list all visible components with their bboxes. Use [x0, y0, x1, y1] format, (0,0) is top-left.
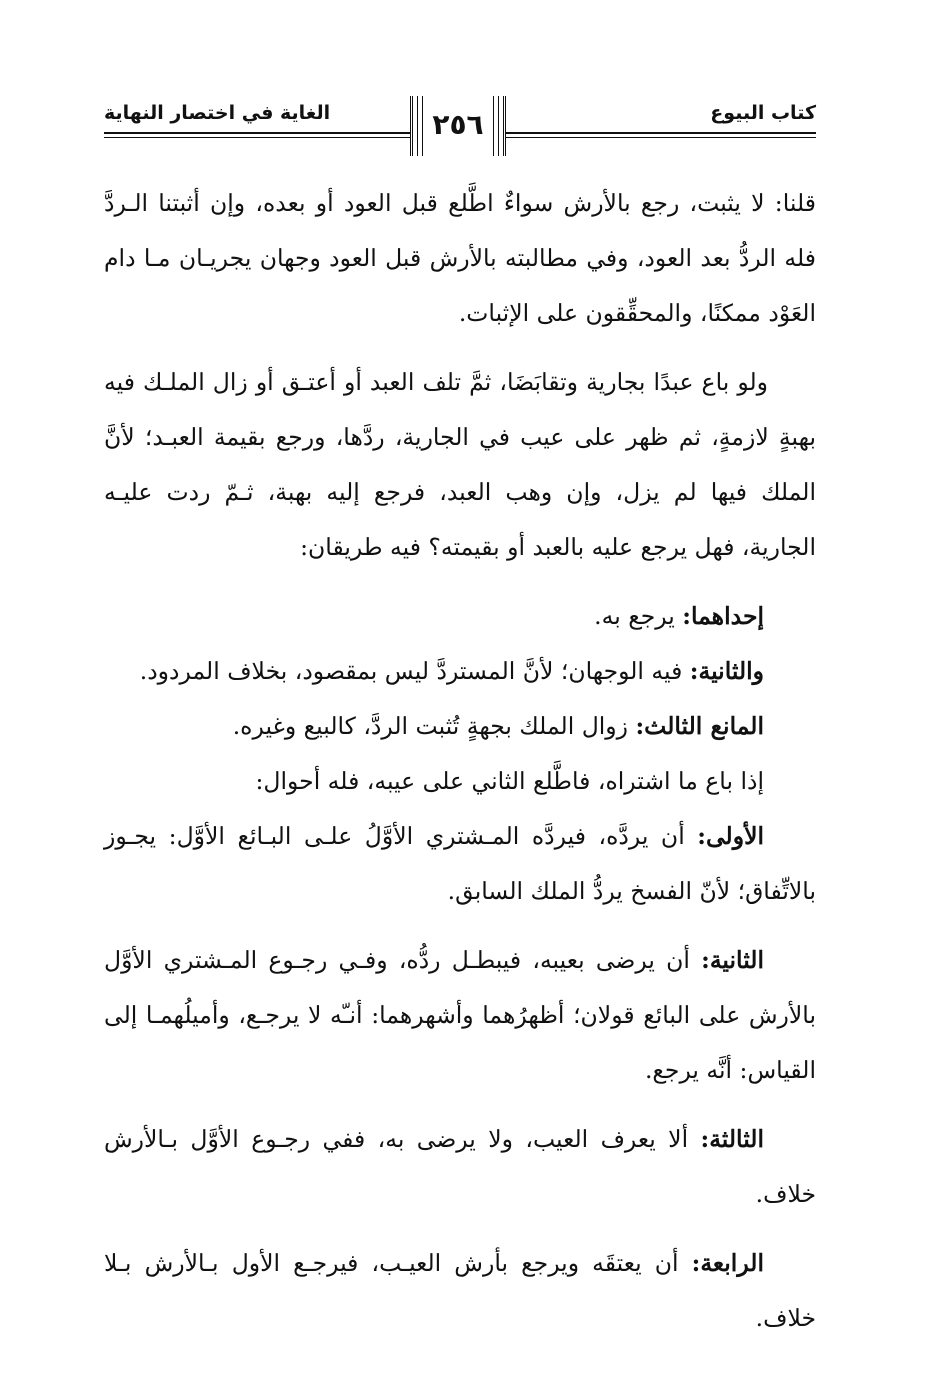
- paragraph-lead: والثانية:: [689, 657, 764, 685]
- paragraph-lead: المانع الثالث:: [635, 712, 764, 740]
- paragraph: [104, 355, 816, 575]
- running-header: [104, 96, 816, 156]
- paragraph: [104, 1236, 816, 1346]
- paragraph: [104, 589, 816, 644]
- paragraph: [104, 176, 816, 341]
- paragraph-text: أن يعتقَه ويرجع بأرش العيـب، فيرجـع الأول بـالأرش بـلا خلاف.: [104, 1249, 816, 1332]
- paragraph-text: يرجع به.: [594, 602, 683, 630]
- paragraph: [104, 809, 816, 919]
- paragraph-text: أن يرضى بعيبه، فيبطـل ردُّه، وفـي رجـوع المـشتري الأوَّل بالأرش على البائع قولان؛ أظهرُهما وأشهرهما: أنـّه لا يرجـع، وأميلُهمـا إلى القياس: أنَّه يرجع.: [104, 946, 816, 1084]
- paragraph-lead: الثالثة:: [700, 1125, 764, 1153]
- paragraph-text: ألا يعرف العيب، ولا يرضى به، ففي رجـوع الأوَّل بـالأرش خلاف.: [104, 1125, 816, 1208]
- paragraph-text: زوال الملك بجهةٍ تُثبت الردَّ، كالبيع وغيره.: [232, 712, 636, 740]
- paragraph-text: أن يردَّه، فيردَّه المـشتري الأوَّلُ علـى البـائع الأوَّل: يجـوز بالاتِّفاق؛ لأنّ الفسخ يردُّ الملك السابق.: [104, 822, 816, 905]
- paragraph: [104, 1112, 816, 1222]
- paragraph-lead: الأولى:: [697, 822, 764, 850]
- paragraph: [104, 933, 816, 1098]
- paragraph-text: قلنا: لا يثبت، رجع بالأرش سواءٌ اطَّلع قبل العود أو بعده، وإن أثبتنا الـردَّ فله الردُّ بعد العود، وفي مطالبته بالأرش قبل العود وجهان يجريـان مـا دام العَوْد ممكنًا، والمحقِّقون على الإثبات.: [104, 189, 816, 327]
- paragraph-text: فيه الوجهان؛ لأنَّ المستردَّ ليس بمقصود، بخلاف المردود.: [139, 657, 690, 685]
- paragraph-text: إذا باع ما اشتراه، فاطَّلع الثاني على عيبه، فله أحوال:: [255, 767, 764, 795]
- paragraph: [104, 699, 816, 754]
- page-number-frame: [410, 96, 506, 156]
- paragraph-lead: الرابعة:: [691, 1249, 764, 1277]
- chapter-title: كتاب البيوع: [710, 102, 816, 124]
- paragraph: [104, 644, 816, 699]
- paragraph-lead: إحداهما:: [682, 602, 764, 630]
- paragraph: [104, 754, 816, 809]
- page-body: [104, 176, 816, 1346]
- page-number: ٢٥٦: [432, 108, 484, 141]
- paragraph-text: ولو باع عبدًا بجارية وتقابَضَا، ثمَّ تلف العبد أو أعتـق أو زال الملـك فيه بهبةٍ لازمةٍ، ثم ظهر على عيب في الجارية، ردَّها، ورجع بقيمة العبـد؛ لأنَّ الملك فيها لم يزل، وإن وهب العبد، فرجع إليه بهبة، ثـمّ ردت عليـه الجارية، فهل يرجع عليه بالعبد أو بقيمته؟ فيه طريقان:: [104, 368, 816, 561]
- book-title: الغاية في اختصار النهاية: [104, 102, 331, 124]
- paragraph-lead: الثانية:: [701, 946, 764, 974]
